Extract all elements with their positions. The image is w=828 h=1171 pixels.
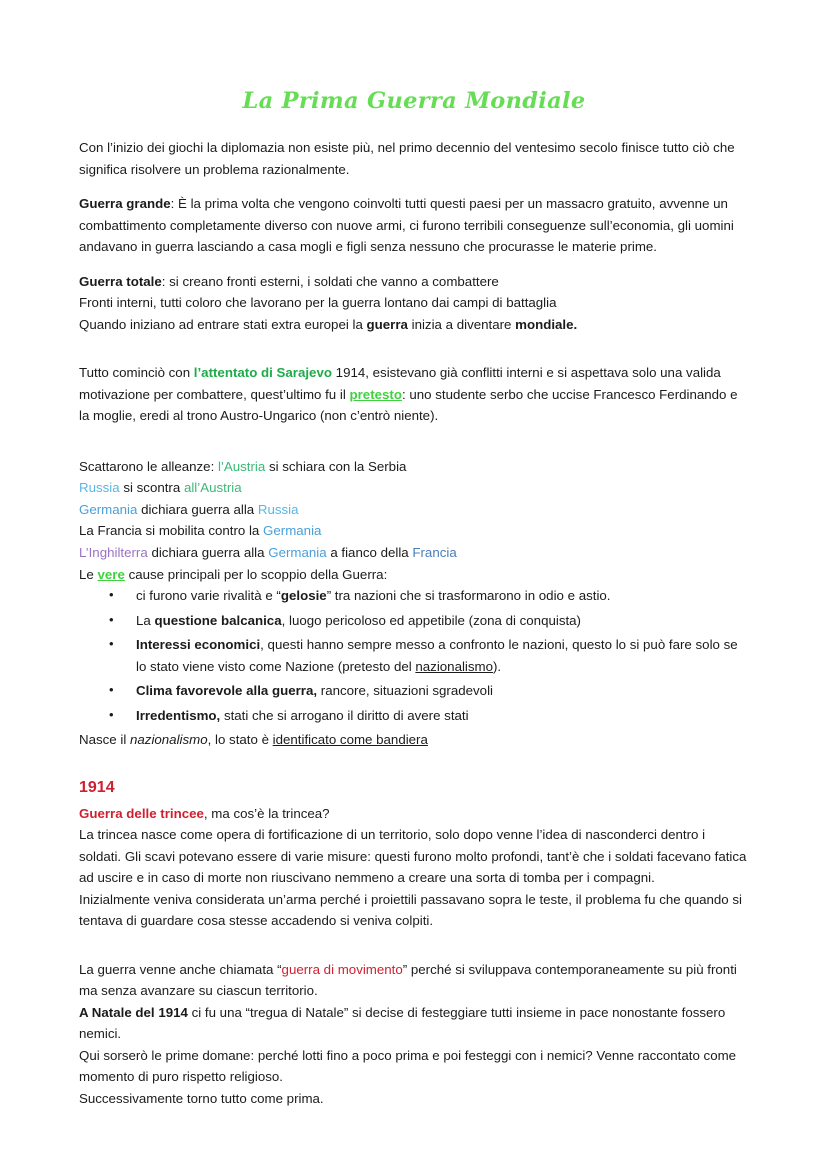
- cause-closing-bandiera: identificato come bandiera: [272, 732, 428, 748]
- intro-paragraph: Con l’inizio dei giochi la diplomazia non esiste più, nel primo decennio del ventesimo secolo finisce tutto ciò che significa risolvere un problema razionalmente.: [79, 140, 735, 177]
- alleanze-line-2: [79, 499, 749, 521]
- guerra-totale-line3-bold2: mondiale.: [515, 316, 578, 332]
- cause-vere-highlight: vere: [97, 566, 125, 582]
- cause-heading: [79, 564, 749, 586]
- alleanze-intro-label: Scattarono le alleanze:: [79, 458, 218, 474]
- guerra-totale-label: Guerra totale: [79, 273, 162, 289]
- sarajevo-attentato-highlight: l’attentato di Sarajevo: [193, 365, 332, 381]
- alleanze-2-germania: Germania: [79, 501, 138, 517]
- alleanze-2-russia: Russia: [257, 501, 299, 517]
- movimento-a: La guerra venne anche chiamata “: [79, 961, 282, 977]
- guerra-totale-line3: [79, 314, 749, 336]
- alleanze-1-mid: si scontra: [119, 480, 184, 496]
- cause-closing-a: Nasce il: [79, 732, 130, 748]
- list-item: • Interessi economici, questi hanno sempre messo a confronto le nazioni, questo lo si può fare solo se lo stato viene visto come Nazione (pretesto del nazionalismo).: [79, 634, 749, 677]
- year-1914-heading: 1914: [79, 778, 115, 796]
- guerra-totale-line2: Fronti interni, tutti coloro che lavorano per la guerra lontano dai campi di battaglia: [79, 295, 557, 311]
- guerra-grande-body: : È la prima volta che vengono coinvolti tutti questi paesi per un massacro gratuito, avvenne un combattimento completamente diverso con nuove armi, ci furono terribili conseguenze sull’economia, gli uomini andavano in guerra lasciando a casa mogli e figli senza nessuno che procurasse le materie prime.: [79, 196, 734, 255]
- cause-closing-c: , lo stato è: [207, 732, 273, 748]
- trincee-subheading: [79, 803, 749, 825]
- alleanze-2-mid: dichiara guerra alla: [137, 501, 258, 517]
- guerra-grande-paragraph: [79, 193, 749, 258]
- natale-paragraph-3: Successivamente torno tutto come prima.: [79, 1090, 324, 1106]
- movimento-c: ” perché si sviluppava contemporaneamente su più fronti ma senza avanzare su ciascun territorio.: [79, 961, 737, 999]
- sarajevo-pretesto-highlight: pretesto: [349, 386, 402, 402]
- document-body: [79, 88, 749, 1109]
- cause-heading-c: cause principali per lo scoppio della Guerra:: [124, 566, 388, 582]
- list-item: • Clima favorevole alla guerra, rancore, situazioni sgradevoli: [79, 680, 749, 702]
- alleanze-4-mid1: dichiara guerra alla: [147, 544, 269, 560]
- list-item: • Irredentismo, stati che si arrogano il diritto di avere stati: [79, 705, 749, 727]
- natale-label: A Natale del 1914: [79, 1004, 188, 1020]
- alleanze-1-austria: all’Austria: [183, 480, 242, 496]
- alleanze-3-mid: si mobilita contro la: [141, 523, 264, 539]
- trincee-label: Guerra delle trincee: [79, 805, 204, 821]
- cause-list: [79, 585, 749, 726]
- trincee-paragraph-2: Inizialmente veniva considerata un’arma perché i proiettili passavano sopra le teste, il problema fu che quando si tentava di guardare cosa stesse accadendo si veniva colpiti.: [79, 891, 743, 929]
- alleanze-line-0: [79, 456, 749, 478]
- page-title: La Prima Guerra Mondiale: [242, 88, 586, 114]
- guerra-grande-label: Guerra grande: [79, 196, 171, 212]
- sarajevo-paragraph: [79, 362, 749, 427]
- list-item: • La questione balcanica, luogo pericoloso ed appetibile (zona di conquista): [79, 610, 749, 632]
- spacer: [79, 335, 749, 362]
- alleanze-0-austria: l’Austria: [217, 458, 266, 474]
- movimento-paragraph: [79, 959, 749, 1002]
- guerra-totale-line3-c: inizia a diventare: [407, 316, 516, 332]
- guerra-totale-line3-bold1: guerra: [366, 316, 408, 332]
- natale-paragraph: [79, 1002, 749, 1045]
- trincee-question: , ma cos’è la trincea?: [203, 805, 330, 821]
- alleanze-4-germania: Germania: [268, 544, 327, 560]
- alleanze-4-francia: Francia: [412, 544, 457, 560]
- sarajevo-c: 1914, esistevano già conflitti interni e si aspettava solo una valida motivazione per combattere, quest’ultimo fu il: [79, 365, 721, 402]
- spacer: [79, 932, 749, 959]
- list-item: • ci furono varie rivalità e “gelosie” tra nazioni che si trasformarono in odio e astio.: [79, 585, 749, 607]
- alleanze-line-4: [79, 542, 749, 564]
- guerra-totale-line1: [79, 271, 749, 293]
- cause-heading-a: Le: [79, 566, 98, 582]
- alleanze-4-inghilterra: L’Inghilterra: [79, 544, 148, 560]
- cause-closing: [79, 729, 749, 751]
- spacer: [79, 440, 749, 456]
- spacer: [79, 751, 749, 778]
- alleanze-3-francia: La Francia: [79, 523, 142, 539]
- alleanze-3-germania: Germania: [263, 523, 322, 539]
- alleanze-line-3: [79, 520, 749, 542]
- natale-paragraph-2: Qui sorserò le prime domane: perché lotti fino a poco prima e poi festeggi con i nemici? Venne raccontato come momento di puro rispetto religioso.: [79, 1047, 737, 1085]
- guerra-totale-body1: : si creano fronti esterni, i soldati che vanno a combattere: [161, 273, 499, 289]
- natale-rest: ci fu una “tregua di Natale” si decise di festeggiare tutti insieme in pace nonostante fossero nemici.: [79, 1004, 726, 1042]
- alleanze-4-mid2: a fianco della: [326, 544, 413, 560]
- sarajevo-a: Tutto cominciò con: [79, 365, 194, 381]
- alleanze-0-rest: si schiara con la Serbia: [265, 458, 407, 474]
- alleanze-line-1: [79, 477, 749, 499]
- sarajevo-e: : uno studente serbo che uccise Francesco Ferdinando e la moglie, eredi al trono Austro-Ungarico (non c’entrò niente).: [79, 386, 738, 424]
- alleanze-1-russia: Russia: [79, 480, 120, 496]
- cause-closing-nazionalismo: nazionalismo: [130, 732, 208, 748]
- movimento-highlight: guerra di movimento: [281, 961, 403, 977]
- guerra-totale-line3-a: Quando iniziano ad entrare stati extra europei la: [79, 316, 367, 332]
- trincee-paragraph-1: La trincea nasce come opera di fortificazione di un territorio, solo dopo venne l’idea di nasconderci dentro i soldati. Gli scavi potevano essere di varie misure: questi furono molto profondi, tant’è che i soldati facevano fatica ad uscire e in caso di morte non riuscivano nemmeno a creare una sorta di tomba per i compagni.: [79, 827, 747, 886]
